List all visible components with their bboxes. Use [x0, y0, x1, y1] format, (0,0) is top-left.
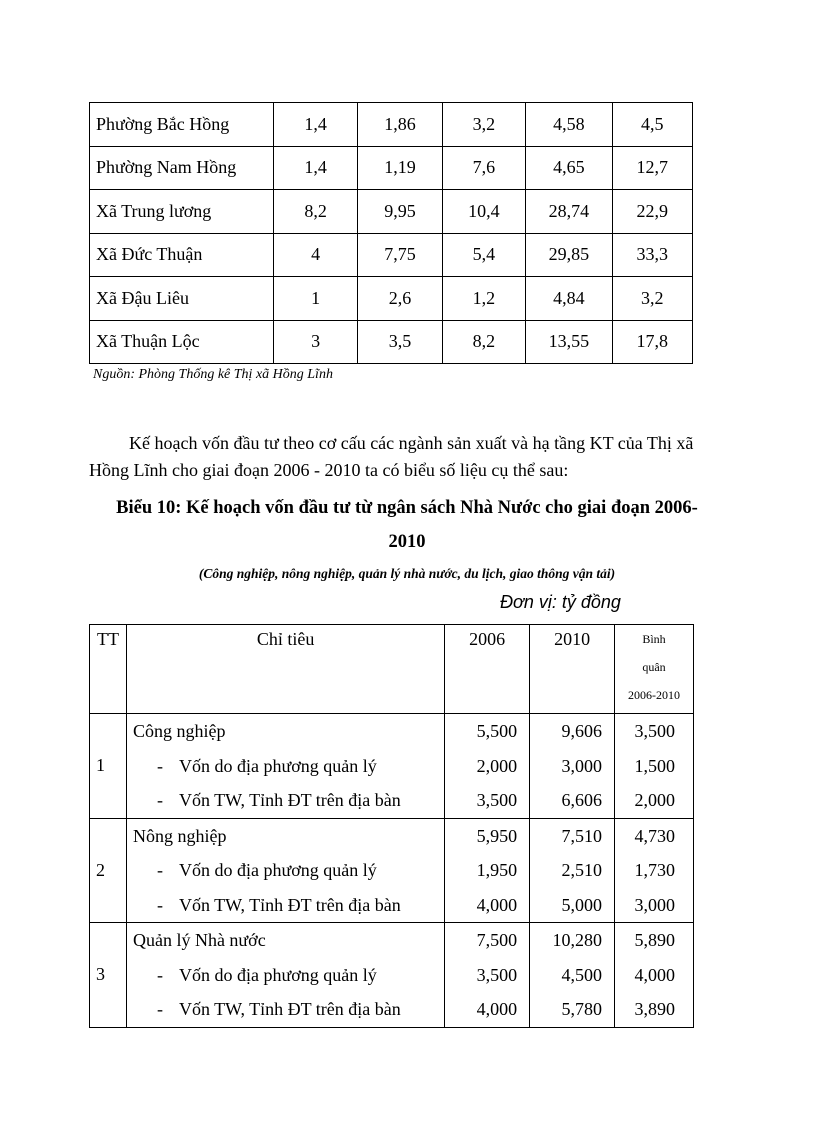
cell-value: 3,000	[634, 894, 675, 915]
cell-value: 3,500	[634, 721, 675, 741]
sub-item-label: Vốn TW, Tỉnh ĐT trên địa bàn	[178, 999, 401, 1019]
table-row	[90, 714, 694, 819]
cell-value: 1,2	[442, 277, 525, 321]
cell-value: 1	[273, 277, 357, 321]
values-2010	[530, 923, 615, 1028]
unit-label: Đơn vị: tỷ đồng	[500, 592, 621, 612]
cell-value: 1,4	[273, 103, 357, 147]
header-bq-line: Bình	[642, 632, 666, 646]
cell-value: 2,000	[476, 755, 518, 776]
cell-value: 5,000	[561, 894, 603, 915]
table-row	[90, 233, 693, 277]
sub-item	[127, 992, 444, 1027]
cell-value: 4,84	[526, 277, 612, 321]
table-row	[90, 277, 693, 321]
cell-value: 7,510	[561, 825, 603, 846]
cell-value: 5,500	[476, 721, 518, 741]
cell-value: 1,500	[634, 755, 675, 776]
values-2010	[530, 714, 615, 819]
cell-value: 9,606	[561, 721, 603, 741]
table-row	[90, 923, 694, 1028]
source-note: Nguồn: Phòng Thống kê Thị xã Hồng Lĩnh	[93, 367, 333, 382]
row-name: Xã Trung lương	[90, 190, 274, 234]
cell-value: 4,500	[561, 964, 603, 985]
cell-value: 3,2	[612, 277, 692, 321]
cell-value: 7,6	[442, 146, 525, 190]
row-labels	[126, 714, 444, 819]
cell-value: 7,500	[476, 930, 518, 950]
sub-item-label: Vốn do địa phương quản lý	[178, 860, 377, 880]
header-2006: 2006	[445, 625, 530, 714]
sub-item-label: Vốn TW, Tỉnh ĐT trên địa bàn	[178, 894, 401, 915]
sub-item	[127, 853, 444, 888]
cell-value: 4	[273, 233, 357, 277]
cell-value: 3,890	[634, 999, 675, 1019]
cell-value: 8,2	[442, 320, 525, 364]
bullet-dash: -	[156, 894, 163, 915]
table-row	[90, 190, 693, 234]
values-binh-quan	[615, 923, 694, 1028]
values-binh-quan	[615, 714, 694, 819]
row-name: Xã Thuận Lộc	[90, 320, 274, 364]
row-name: Xã Đậu Liêu	[90, 277, 274, 321]
table-row	[90, 146, 693, 190]
row-number: 1	[90, 714, 127, 819]
values-2006	[445, 923, 530, 1028]
row-labels	[126, 923, 444, 1028]
sub-item-label: Vốn TW, Tỉnh ĐT trên địa bàn	[178, 790, 401, 810]
category-label: Nông nghiệp	[132, 825, 227, 846]
cell-value: 4,5	[612, 103, 692, 147]
row-name: Xã Đức Thuận	[90, 233, 274, 277]
cell-value: 4,58	[526, 103, 612, 147]
cell-value: 9,95	[358, 190, 442, 234]
cell-value: 2,000	[634, 790, 675, 810]
category-label: Công nghiệp	[132, 721, 226, 741]
cell-value: 33,3	[612, 233, 692, 277]
cell-value: 2,6	[358, 277, 442, 321]
sub-item	[127, 888, 444, 923]
sub-item	[127, 749, 444, 784]
table-row	[90, 818, 694, 923]
cell-value: 22,9	[612, 190, 692, 234]
cell-value: 5,950	[476, 825, 518, 846]
header-tt: TT	[90, 625, 127, 714]
cell-value: 3	[273, 320, 357, 364]
cell-value: 7,75	[358, 233, 442, 277]
commune-data-table	[89, 102, 693, 364]
values-2006	[445, 818, 530, 923]
cell-value: 29,85	[526, 233, 612, 277]
cell-value: 3,2	[442, 103, 525, 147]
investment-plan-table	[89, 624, 694, 1028]
table-title-line-2: 2010	[388, 532, 426, 552]
header-row	[90, 625, 694, 714]
cell-value: 4,730	[634, 825, 675, 846]
cell-value: 1,730	[634, 860, 675, 880]
row-labels	[126, 818, 444, 923]
cell-value: 12,7	[612, 146, 692, 190]
bullet-dash: -	[156, 860, 163, 880]
sub-item	[127, 783, 444, 818]
cell-value: 5,780	[561, 999, 603, 1019]
header-bq-line: quân	[642, 660, 666, 674]
cell-value: 2,510	[561, 860, 603, 880]
cell-value: 13,55	[526, 320, 612, 364]
category-label: Quản lý Nhà nước	[132, 930, 266, 950]
cell-value: 3,500	[476, 790, 518, 810]
cell-value: 3,500	[476, 964, 518, 985]
cell-value: 1,19	[358, 146, 442, 190]
row-number: 3	[90, 923, 127, 1028]
bullet-dash: -	[156, 964, 163, 985]
cell-value: 10,280	[552, 930, 603, 950]
cell-value: 4,000	[476, 999, 518, 1019]
bullet-dash: -	[156, 790, 163, 810]
cell-value: 4,000	[634, 964, 675, 985]
table-title-line-1: Biểu 10: Kế hoạch vốn đầu tư từ ngân sách Nhà Nước cho giai đoạn 2006-	[116, 498, 698, 518]
cell-value: 5,4	[442, 233, 525, 277]
values-2010	[530, 818, 615, 923]
header-chi-tieu: Chỉ tiêu	[126, 625, 444, 714]
cell-value: 28,74	[526, 190, 612, 234]
values-binh-quan	[615, 818, 694, 923]
cell-value: 17,8	[612, 320, 692, 364]
paragraph-line-1: Kế hoạch vốn đầu tư theo cơ cấu các ngành sản xuất và hạ tầng KT của Thị xã	[129, 433, 694, 453]
bullet-dash: -	[156, 999, 163, 1019]
cell-value: 8,2	[273, 190, 357, 234]
cell-value: 6,606	[561, 790, 603, 810]
bullet-dash: -	[156, 755, 163, 776]
row-name: Phường Bắc Hồng	[90, 103, 274, 147]
sub-item-label: Vốn do địa phương quản lý	[178, 755, 377, 776]
header-2010: 2010	[530, 625, 615, 714]
row-name: Phường Nam Hồng	[90, 146, 274, 190]
cell-value: 4,000	[476, 894, 518, 915]
values-2006	[445, 714, 530, 819]
cell-value: 3,000	[561, 755, 603, 776]
cell-value: 5,890	[634, 930, 675, 950]
cell-value: 10,4	[442, 190, 525, 234]
paragraph-line-2: Hồng Lĩnh cho giai đoạn 2006 - 2010 ta có biểu số liệu cụ thể sau:	[89, 460, 569, 480]
sub-item-label: Vốn do địa phương quản lý	[178, 964, 377, 985]
cell-value: 1,86	[358, 103, 442, 147]
cell-value: 3,5	[358, 320, 442, 364]
cell-value: 1,4	[273, 146, 357, 190]
header-bq-line: 2006-2010	[628, 688, 681, 702]
row-number: 2	[90, 818, 127, 923]
sub-item	[127, 958, 444, 993]
table-row	[90, 320, 693, 364]
cell-value: 1,950	[476, 860, 518, 880]
header-binh-quan	[615, 625, 694, 714]
table-subtitle: (Công nghiệp, nông nghiệp, quản lý nhà nước, du lịch, giao thông vận tải)	[198, 566, 616, 581]
table-row	[90, 103, 693, 147]
cell-value: 4,65	[526, 146, 612, 190]
